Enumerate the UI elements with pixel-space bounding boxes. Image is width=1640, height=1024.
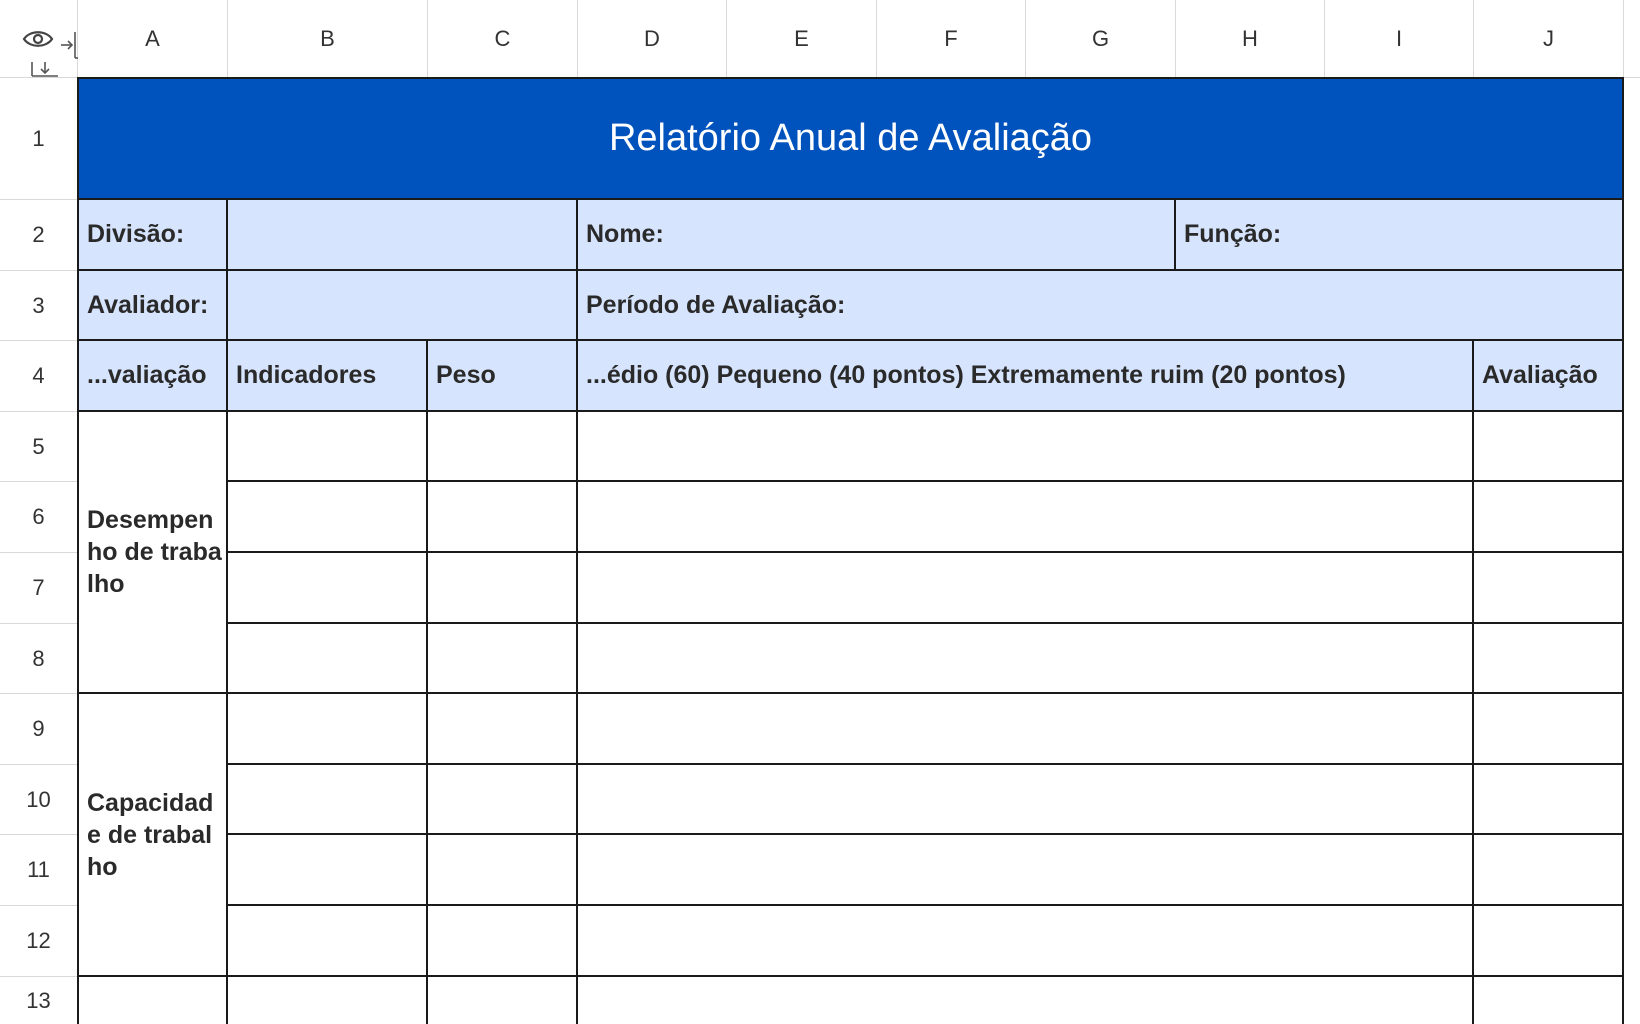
group-label-cell[interactable] <box>79 977 228 1024</box>
indicator-cell[interactable] <box>228 482 428 553</box>
indicator-cell[interactable] <box>228 694 428 765</box>
header-scale[interactable]: ...édio (60) Pequeno (40 pontos) Extremamente ruim (20 pontos) <box>578 341 1474 412</box>
indicator-cell[interactable] <box>228 835 428 906</box>
weight-cell[interactable] <box>428 906 578 977</box>
indicator-cell[interactable] <box>228 624 428 694</box>
row-header-7[interactable]: 7 <box>0 553 78 624</box>
weight-cell[interactable] <box>428 553 578 624</box>
column-header-c[interactable]: C <box>428 0 578 78</box>
indicator-cell[interactable] <box>228 906 428 977</box>
scale-cell[interactable] <box>578 624 1474 694</box>
scale-cell[interactable] <box>578 765 1474 835</box>
column-header-g[interactable]: G <box>1026 0 1176 78</box>
row-header-9[interactable]: 9 <box>0 694 78 765</box>
name-label[interactable]: Nome: <box>578 200 1176 271</box>
row-header-6[interactable]: 6 <box>0 482 78 553</box>
group-label-work-capacity[interactable]: Capacidade de trabalho <box>79 694 228 977</box>
division-label[interactable]: Divisão: <box>79 200 228 271</box>
scale-cell[interactable] <box>578 553 1474 624</box>
row-header-13[interactable]: 13 <box>0 977 78 1024</box>
scale-cell[interactable] <box>578 977 1474 1024</box>
column-header-h[interactable]: H <box>1176 0 1325 78</box>
division-input[interactable] <box>228 200 578 271</box>
row-header-2[interactable]: 2 <box>0 200 78 271</box>
report-title[interactable]: Relatório Anual de Avaliação <box>79 79 1624 200</box>
rating-cell[interactable] <box>1474 977 1624 1024</box>
row-header-10[interactable]: 10 <box>0 765 78 835</box>
scale-cell[interactable] <box>578 694 1474 765</box>
rating-cell[interactable] <box>1474 624 1624 694</box>
sheet-corner[interactable] <box>0 0 78 78</box>
weight-cell[interactable] <box>428 412 578 482</box>
rating-cell[interactable] <box>1474 412 1624 482</box>
group-label-work-performance[interactable]: Desempenho de trabalho <box>79 412 228 694</box>
row-header-4[interactable]: 4 <box>0 341 78 412</box>
rating-cell[interactable] <box>1474 553 1624 624</box>
weight-cell[interactable] <box>428 694 578 765</box>
row-header-12[interactable]: 12 <box>0 906 78 977</box>
column-header-f[interactable]: F <box>877 0 1026 78</box>
row-header-3[interactable]: 3 <box>0 271 78 341</box>
scale-cell[interactable] <box>578 412 1474 482</box>
weight-cell[interactable] <box>428 765 578 835</box>
column-header-e[interactable]: E <box>727 0 877 78</box>
weight-cell[interactable] <box>428 977 578 1024</box>
scale-cell[interactable] <box>578 482 1474 553</box>
row-header-1[interactable]: 1 <box>0 78 78 200</box>
role-label[interactable]: Função: <box>1176 200 1624 271</box>
scale-cell[interactable] <box>578 906 1474 977</box>
rating-cell[interactable] <box>1474 694 1624 765</box>
eye-icon[interactable] <box>22 28 54 50</box>
evaluator-input[interactable] <box>228 271 578 341</box>
weight-cell[interactable] <box>428 624 578 694</box>
row-header-11[interactable]: 11 <box>0 835 78 906</box>
indicator-cell[interactable] <box>228 765 428 835</box>
column-header-gutter <box>1624 0 1640 78</box>
rating-cell[interactable] <box>1474 835 1624 906</box>
column-header-b[interactable]: B <box>228 0 428 78</box>
header-weight[interactable]: Peso <box>428 341 578 412</box>
indicator-cell[interactable] <box>228 553 428 624</box>
header-rating[interactable]: Avaliação <box>1474 341 1624 412</box>
evaluator-label[interactable]: Avaliador: <box>79 271 228 341</box>
evaluation-period-label[interactable]: Período de Avaliação: <box>578 271 1624 341</box>
indicator-cell[interactable] <box>228 977 428 1024</box>
column-header-a[interactable]: A <box>78 0 228 78</box>
header-evaluation-area[interactable]: ...valiação <box>79 341 228 412</box>
column-header-i[interactable]: I <box>1325 0 1474 78</box>
header-indicators[interactable]: Indicadores <box>228 341 428 412</box>
row-header-5[interactable]: 5 <box>0 412 78 482</box>
indicator-cell[interactable] <box>228 412 428 482</box>
column-header-d[interactable]: D <box>578 0 727 78</box>
rating-cell[interactable] <box>1474 906 1624 977</box>
weight-cell[interactable] <box>428 835 578 906</box>
rating-cell[interactable] <box>1474 482 1624 553</box>
rating-cell[interactable] <box>1474 765 1624 835</box>
weight-cell[interactable] <box>428 482 578 553</box>
scale-cell[interactable] <box>578 835 1474 906</box>
column-header-j[interactable]: J <box>1474 0 1624 78</box>
row-header-8[interactable]: 8 <box>0 624 78 694</box>
